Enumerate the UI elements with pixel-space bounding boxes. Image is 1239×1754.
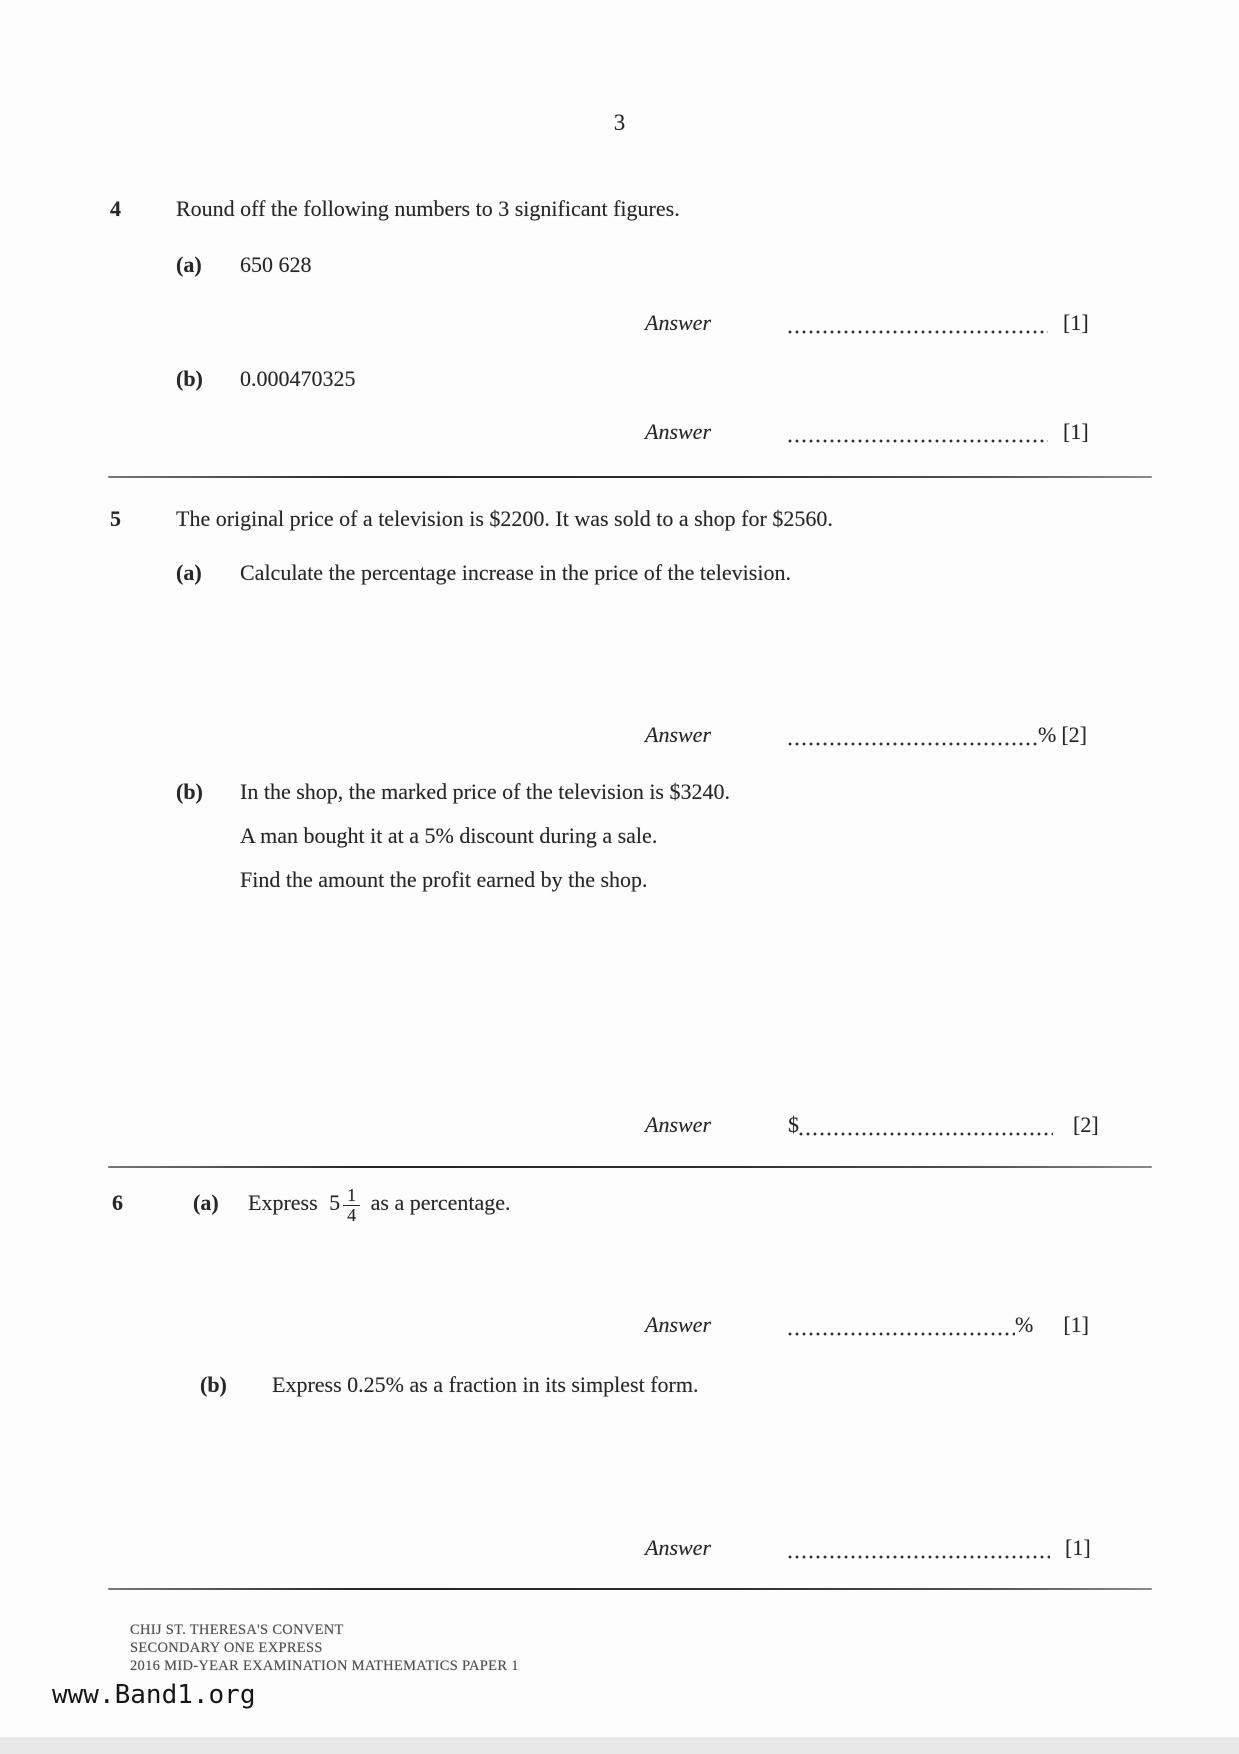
- question-6-number: 6: [112, 1189, 123, 1215]
- fraction-denominator: 4: [343, 1205, 360, 1225]
- question-6b-text: Express 0.25% as a fraction in its simplest form.: [272, 1372, 699, 1397]
- question-5a-label: (a): [176, 560, 202, 585]
- question-4a-answer-row: [645, 310, 1089, 336]
- answer-label: Answer: [645, 722, 711, 747]
- question-5b-answer-row: [645, 1112, 1099, 1138]
- question-5b-line3: Find the amount the profit earned by the shop.: [240, 867, 648, 892]
- question-5-number: 5: [110, 506, 121, 531]
- question-6a-label: (a): [193, 1189, 219, 1215]
- question-5b-label: (b): [176, 779, 203, 804]
- question-5-intro: The original price of a television is $2200. It was sold to a shop for $2560.: [176, 506, 833, 531]
- question-4a-value: 650 628: [240, 252, 312, 277]
- answer-label: Answer: [645, 1535, 711, 1560]
- question-4-text: Round off the following numbers to 3 significant figures.: [176, 196, 680, 221]
- marks-badge: [1]: [1063, 419, 1089, 444]
- question-5b-line2: A man bought it at a 5% discount during a sale.: [240, 823, 658, 848]
- fraction-numerator: 1: [347, 1185, 357, 1205]
- answer-suffix-percent: %: [1038, 722, 1057, 747]
- bottom-scan-bar: [0, 1737, 1239, 1754]
- question-4b-value: 0.000470325: [240, 366, 356, 391]
- question-5a: [176, 560, 791, 586]
- answer-label: Answer: [645, 1112, 711, 1137]
- question-4a: [176, 252, 312, 278]
- footer-exam-title: 2016 MID-YEAR EXAMINATION MATHEMATICS PAPER 1: [130, 1658, 519, 1674]
- mixed-number-whole: 5: [329, 1189, 341, 1215]
- question-4a-label: (a): [176, 252, 202, 277]
- marks-badge: [2]: [1061, 722, 1087, 747]
- question-4b-answer-row: [645, 419, 1089, 445]
- question-5a-answer-row: [645, 722, 1087, 748]
- fraction-one-quarter: [343, 1186, 360, 1225]
- answer-suffix-percent: %: [1015, 1312, 1034, 1337]
- question-6a-text-after: as a percentage.: [370, 1189, 511, 1215]
- question-4b-label: (b): [176, 366, 203, 391]
- answer-dotted-line: [788, 439, 1048, 443]
- section-divider: [108, 1588, 1152, 1590]
- answer-prefix-dollar: $: [788, 1112, 799, 1137]
- answer-label: Answer: [645, 419, 711, 444]
- marks-badge: [2]: [1073, 1112, 1099, 1137]
- answer-label: Answer: [645, 1312, 711, 1337]
- question-5a-text: Calculate the percentage increase in the price of the television.: [240, 560, 791, 585]
- question-6b: [200, 1372, 698, 1398]
- question-6a-answer-row: [645, 1312, 1089, 1338]
- question-6b-answer-row: [645, 1535, 1091, 1561]
- question-6a-text-before: Express: [248, 1189, 318, 1215]
- question-4b: [176, 366, 356, 392]
- question-6a: [112, 1186, 511, 1225]
- marks-badge: [1]: [1063, 310, 1089, 335]
- question-6b-label: (b): [200, 1372, 227, 1397]
- section-divider: [108, 1166, 1152, 1168]
- answer-dotted-line: [788, 330, 1048, 334]
- question-4-number: 4: [110, 196, 121, 221]
- marks-badge: [1]: [1065, 1535, 1091, 1560]
- answer-dotted-line: [788, 742, 1038, 746]
- question-5b-line1: In the shop, the marked price of the television is $3240.: [240, 779, 730, 804]
- watermark-url: www.Band1.org: [52, 1680, 256, 1710]
- answer-dotted-line: [799, 1132, 1053, 1136]
- section-divider: [108, 476, 1152, 478]
- footer-level: SECONDARY ONE EXPRESS: [130, 1640, 323, 1656]
- marks-badge: [1]: [1063, 1312, 1089, 1337]
- answer-dotted-line: [788, 1555, 1050, 1559]
- question-5b: [176, 779, 730, 805]
- answer-dotted-line: [788, 1332, 1015, 1336]
- answer-label: Answer: [645, 310, 711, 335]
- page-number: 3: [613, 110, 626, 135]
- footer-school-name: CHIJ ST. THERESA'S CONVENT: [130, 1622, 344, 1638]
